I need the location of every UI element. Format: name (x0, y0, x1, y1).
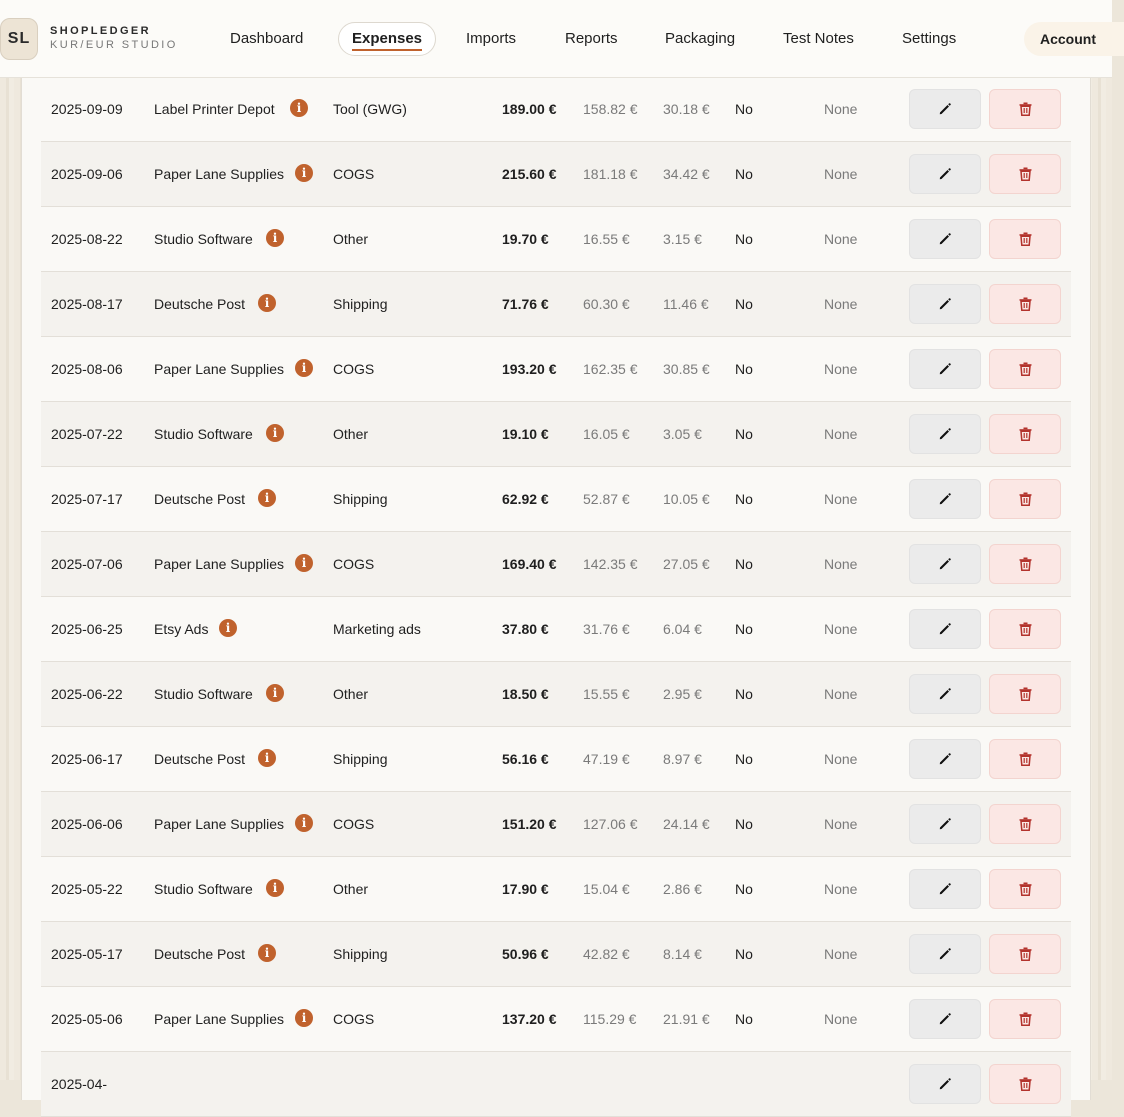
note-cell: None (824, 881, 858, 897)
delete-button[interactable] (989, 869, 1061, 909)
pencil-icon (938, 297, 952, 311)
table-row (41, 77, 1071, 142)
nav-expenses-label: Expenses (352, 30, 422, 51)
brand (50, 25, 178, 51)
table-row (41, 207, 1071, 272)
info-icon[interactable]: i (258, 489, 276, 507)
date-cell: 2025-06-22 (51, 685, 123, 702)
date-cell: 2025-04- (51, 1075, 108, 1092)
edit-button[interactable] (909, 609, 981, 649)
edit-button[interactable] (909, 284, 981, 324)
date-cell: 2025-07-17 (51, 490, 123, 507)
category-cell: Marketing ads (333, 621, 421, 637)
delete-button[interactable] (989, 544, 1061, 584)
net-amount-cell: 181.18 € (583, 166, 638, 182)
table-row (41, 987, 1071, 1052)
trash-icon (1019, 557, 1032, 571)
account-button[interactable]: Account (1024, 22, 1124, 56)
info-icon[interactable]: i (290, 99, 308, 117)
category-cell: COGS (333, 361, 375, 377)
flag-cell: No (735, 751, 753, 767)
table-row (41, 597, 1071, 662)
note-cell: None (824, 686, 858, 702)
edit-button[interactable] (909, 869, 981, 909)
flag-cell: No (735, 491, 753, 507)
vat-amount-cell: 30.18 € (663, 101, 710, 117)
category-cell: Other (333, 686, 369, 702)
table-row (41, 922, 1071, 987)
pencil-icon (938, 622, 952, 636)
note-cell: None (824, 491, 858, 507)
vat-amount-cell: 34.42 € (663, 166, 710, 182)
edit-button[interactable] (909, 1064, 981, 1104)
net-amount-cell: 31.76 € (583, 621, 630, 637)
note-cell: None (824, 751, 858, 767)
edit-button[interactable] (909, 544, 981, 584)
note-cell: None (824, 816, 858, 832)
vendor-cell: Deutsche Post (154, 945, 246, 962)
date-cell: 2025-05-22 (51, 880, 123, 897)
info-icon[interactable]: i (295, 554, 313, 572)
vat-amount-cell: 30.85 € (663, 361, 710, 377)
vat-amount-cell: 2.95 € (663, 686, 702, 702)
trash-icon (1019, 232, 1032, 246)
table-row (41, 532, 1071, 597)
vat-amount-cell: 24.14 € (663, 816, 710, 832)
delete-button[interactable] (989, 1064, 1061, 1104)
gross-amount-cell: 151.20 € (502, 816, 557, 832)
net-amount-cell (583, 1052, 658, 1116)
note-cell: None (824, 426, 858, 442)
edit-button[interactable] (909, 89, 981, 129)
brand-subtitle: KUR/EUR STUDIO (50, 39, 178, 51)
vendor-cell: Paper Lane Supplies (154, 1010, 284, 1027)
vendor-cell: Paper Lane Supplies (154, 165, 284, 182)
vendor-cell: Studio Software (154, 685, 253, 702)
note-cell: None (824, 361, 858, 377)
vat-amount-cell: 8.14 € (663, 946, 702, 962)
vendor-cell: Studio Software (154, 880, 253, 897)
net-amount-cell: 15.55 € (583, 686, 630, 702)
info-icon[interactable]: i (295, 814, 313, 832)
delete-button[interactable] (989, 479, 1061, 519)
delete-button[interactable] (989, 89, 1061, 129)
date-cell: 2025-07-22 (51, 425, 123, 442)
info-icon[interactable]: i (266, 424, 284, 442)
nav-imports[interactable]: Imports (466, 30, 517, 47)
edit-button[interactable] (909, 934, 981, 974)
table-row (41, 662, 1071, 727)
net-amount-cell: 42.82 € (583, 946, 630, 962)
gross-amount-cell: 169.40 € (502, 556, 557, 572)
vendor-cell: Deutsche Post (154, 295, 246, 312)
delete-button[interactable] (989, 609, 1061, 649)
table-row (41, 1052, 1071, 1117)
gross-amount-cell: 50.96 € (502, 946, 549, 962)
vat-amount-cell (663, 1052, 733, 1116)
table-row (41, 467, 1071, 532)
edit-button[interactable] (909, 739, 981, 779)
category-cell: COGS (333, 166, 375, 182)
vendor-cell: Deutsche Post (154, 490, 246, 507)
date-cell: 2025-08-06 (51, 360, 123, 377)
note-cell: None (824, 556, 858, 572)
info-icon[interactable]: i (219, 619, 237, 637)
category-cell: Shipping (333, 491, 388, 507)
delete-button[interactable] (989, 284, 1061, 324)
trash-icon (1019, 362, 1032, 376)
net-amount-cell: 158.82 € (583, 101, 638, 117)
flag-cell: No (735, 231, 753, 247)
edit-button[interactable] (909, 154, 981, 194)
nav-reports[interactable]: Reports (565, 30, 618, 47)
edit-button[interactable] (909, 674, 981, 714)
table-row (41, 402, 1071, 467)
table-row (41, 792, 1071, 857)
gross-amount-cell: 18.50 € (502, 686, 549, 702)
category-cell: Shipping (333, 296, 388, 312)
date-cell: 2025-05-17 (51, 945, 123, 962)
date-cell: 2025-08-17 (51, 295, 123, 312)
delete-button[interactable] (989, 219, 1061, 259)
note-cell: None (824, 621, 858, 637)
pencil-icon (938, 687, 952, 701)
flag-cell: No (735, 361, 753, 377)
nav-expenses[interactable] (338, 22, 436, 56)
note-cell: None (824, 946, 858, 962)
category-cell: Other (333, 426, 369, 442)
trash-icon (1019, 297, 1032, 311)
pencil-icon (938, 1012, 952, 1026)
gross-amount-cell: 17.90 € (502, 881, 549, 897)
flag-cell: No (735, 166, 753, 182)
vat-amount-cell: 21.91 € (663, 1011, 710, 1027)
pencil-icon (938, 102, 952, 116)
pencil-icon (938, 232, 952, 246)
category-cell: COGS (333, 816, 375, 832)
edit-button[interactable] (909, 414, 981, 454)
pencil-icon (938, 1077, 952, 1091)
note-cell: None (824, 296, 858, 312)
pencil-icon (938, 362, 952, 376)
trash-icon (1019, 1077, 1032, 1091)
table-row (41, 857, 1071, 922)
trash-icon (1019, 102, 1032, 116)
info-icon[interactable]: i (295, 1009, 313, 1027)
category-cell: Shipping (333, 946, 388, 962)
vat-amount-cell: 10.05 € (663, 491, 710, 507)
edit-button[interactable] (909, 219, 981, 259)
trash-icon (1019, 167, 1032, 181)
vat-amount-cell: 8.97 € (663, 751, 702, 767)
flag-cell: No (735, 296, 753, 312)
vendor-cell: Studio Software (154, 425, 253, 442)
vendor-cell (154, 1052, 284, 1116)
pencil-icon (938, 492, 952, 506)
vat-amount-cell: 3.15 € (663, 231, 702, 247)
trash-icon (1019, 817, 1032, 831)
gross-amount-cell: 62.92 € (502, 491, 549, 507)
date-cell: 2025-09-06 (51, 165, 123, 182)
pencil-icon (938, 882, 952, 896)
delete-button[interactable] (989, 154, 1061, 194)
flag-cell: No (735, 816, 753, 832)
delete-button[interactable] (989, 934, 1061, 974)
trash-icon (1019, 492, 1032, 506)
date-cell: 2025-07-06 (51, 555, 123, 572)
trash-icon (1019, 427, 1032, 441)
gross-amount-cell: 189.00 € (502, 101, 557, 117)
category-cell (333, 1052, 493, 1116)
gross-amount-cell: 71.76 € (502, 296, 549, 312)
flag-cell: No (735, 881, 753, 897)
flag-cell: No (735, 1011, 753, 1027)
pencil-icon (938, 947, 952, 961)
note-cell (824, 1052, 884, 1116)
gross-amount-cell: 56.16 € (502, 751, 549, 767)
expenses-table (41, 77, 1071, 1117)
note-cell: None (824, 231, 858, 247)
info-icon[interactable]: i (266, 684, 284, 702)
vat-amount-cell: 3.05 € (663, 426, 702, 442)
nav-settings[interactable]: Settings (902, 30, 957, 47)
gross-amount-cell: 193.20 € (502, 361, 557, 377)
brand-logo[interactable]: SL (0, 18, 38, 60)
edit-button[interactable] (909, 804, 981, 844)
trash-icon (1019, 622, 1032, 636)
table-row (41, 142, 1071, 207)
vendor-cell: Etsy Ads (154, 620, 209, 637)
net-amount-cell: 15.04 € (583, 881, 630, 897)
net-amount-cell: 162.35 € (583, 361, 638, 377)
delete-button[interactable] (989, 739, 1061, 779)
flag-cell (735, 1052, 775, 1116)
flag-cell: No (735, 621, 753, 637)
info-icon[interactable]: i (295, 359, 313, 377)
info-icon[interactable]: i (258, 294, 276, 312)
net-amount-cell: 115.29 € (583, 1011, 637, 1027)
info-icon[interactable]: i (258, 944, 276, 962)
category-cell: COGS (333, 556, 375, 572)
net-amount-cell: 47.19 € (583, 751, 630, 767)
note-cell: None (824, 166, 858, 182)
vat-amount-cell: 11.46 € (663, 296, 709, 312)
table-row (41, 272, 1071, 337)
vendor-cell: Paper Lane Supplies (154, 555, 284, 572)
trash-icon (1019, 687, 1032, 701)
date-cell: 2025-06-25 (51, 620, 123, 637)
trash-icon (1019, 882, 1032, 896)
table-row (41, 727, 1071, 792)
pencil-icon (938, 752, 952, 766)
trash-icon (1019, 752, 1032, 766)
vat-amount-cell: 6.04 € (663, 621, 702, 637)
info-icon[interactable]: i (295, 164, 313, 182)
gross-amount-cell: 137.20 € (502, 1011, 557, 1027)
nav-test-notes[interactable]: Test Notes (783, 30, 854, 47)
vendor-cell: Studio Software (154, 230, 253, 247)
date-cell: 2025-06-17 (51, 750, 123, 767)
pencil-icon (938, 427, 952, 441)
date-cell: 2025-05-06 (51, 1010, 123, 1027)
gross-amount-cell: 19.70 € (502, 231, 549, 247)
nav-dashboard[interactable]: Dashboard (230, 30, 304, 47)
gross-amount-cell: 19.10 € (502, 426, 549, 442)
trash-icon (1019, 947, 1032, 961)
delete-button[interactable] (989, 674, 1061, 714)
edit-button[interactable] (909, 349, 981, 389)
delete-button[interactable] (989, 804, 1061, 844)
category-cell: Tool (GWG) (333, 101, 407, 117)
edit-button[interactable] (909, 999, 981, 1039)
nav-packaging[interactable]: Packaging (665, 30, 736, 47)
net-amount-cell: 16.55 € (583, 231, 630, 247)
info-icon[interactable]: i (258, 749, 276, 767)
delete-button[interactable] (989, 414, 1061, 454)
vat-amount-cell: 2.86 € (663, 881, 702, 897)
gross-amount-cell: 215.60 € (502, 166, 557, 182)
note-cell: None (824, 1011, 858, 1027)
top-navigation-bar (0, 0, 1112, 78)
vendor-cell: Paper Lane Supplies (154, 360, 284, 377)
trash-icon (1019, 1012, 1032, 1026)
category-cell: Other (333, 881, 369, 897)
date-cell: 2025-08-22 (51, 230, 123, 247)
edit-button[interactable] (909, 479, 981, 519)
vendor-cell: Label Printer Depot (154, 100, 275, 117)
gross-amount-cell: 37.80 € (502, 621, 549, 637)
flag-cell: No (735, 946, 753, 962)
date-cell: 2025-06-06 (51, 815, 123, 832)
pencil-icon (938, 167, 952, 181)
category-cell: Shipping (333, 751, 388, 767)
category-cell: Other (333, 231, 369, 247)
vat-amount-cell: 27.05 € (663, 556, 710, 572)
pencil-icon (938, 817, 952, 831)
delete-button[interactable] (989, 999, 1061, 1039)
net-amount-cell: 142.35 € (583, 556, 638, 572)
flag-cell: No (735, 101, 753, 117)
info-icon[interactable]: i (266, 879, 284, 897)
info-icon[interactable]: i (266, 229, 284, 247)
brand-name: SHOPLEDGER (50, 25, 152, 37)
pencil-icon (938, 557, 952, 571)
flag-cell: No (735, 686, 753, 702)
flag-cell: No (735, 426, 753, 442)
net-amount-cell: 52.87 € (583, 491, 630, 507)
net-amount-cell: 127.06 € (583, 816, 638, 832)
category-cell: COGS (333, 1011, 375, 1027)
table-row (41, 337, 1071, 402)
note-cell: None (824, 101, 858, 117)
vendor-cell: Deutsche Post (154, 750, 246, 767)
gross-amount-cell (502, 1052, 577, 1116)
vendor-cell: Paper Lane Supplies (154, 815, 284, 832)
date-cell: 2025-09-09 (51, 100, 123, 117)
net-amount-cell: 60.30 € (583, 296, 630, 312)
flag-cell: No (735, 556, 753, 572)
net-amount-cell: 16.05 € (583, 426, 630, 442)
delete-button[interactable] (989, 349, 1061, 389)
